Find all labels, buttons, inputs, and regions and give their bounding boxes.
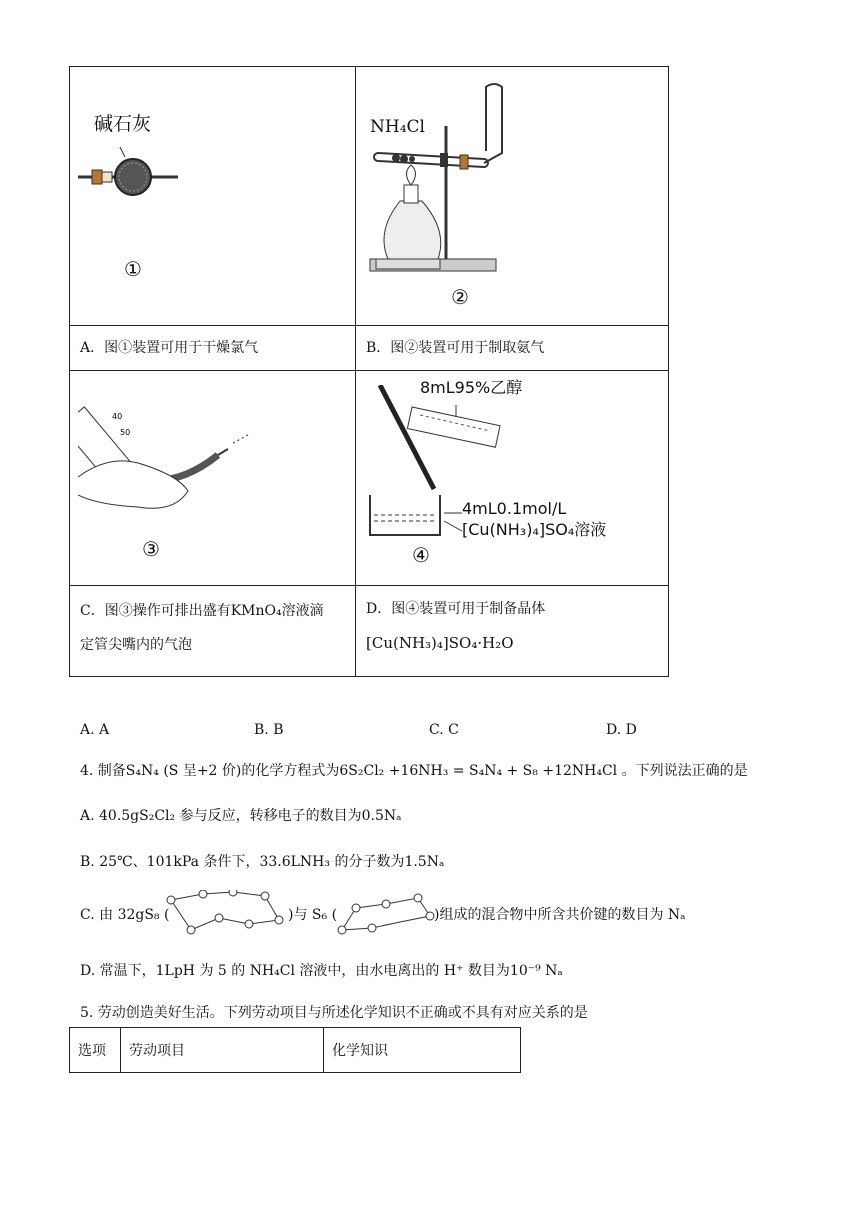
option-d[interactable]: D. D	[606, 722, 637, 738]
caption-d-line1: D．图④装置可用于制备晶体	[366, 601, 546, 617]
q4-option-c-post: )组成的混合物中所含共价键的数目为 Nₐ	[434, 907, 686, 923]
caption-d-line2: [Cu(NH₃)₄]SO₄·H₂O	[366, 634, 514, 652]
fig2-number: ②	[451, 285, 469, 309]
caption-a: A．图①装置可用于干燥氯气	[80, 340, 259, 356]
cell-fig4	[356, 371, 669, 586]
fig1-number: ①	[124, 257, 142, 281]
beaker-crystal-figure	[360, 385, 520, 545]
q4-option-c-pre[interactable]: C. 由 32gS₈ (	[80, 907, 170, 923]
q5-stem: 5. 劳动创造美好生活。下列劳动项目与所述化学知识不正确或不具有对应关系的是	[80, 1005, 588, 1021]
cell-fig3	[70, 371, 356, 586]
fig4-label-top: 8mL95%乙醇	[420, 378, 523, 397]
cell-fig1	[70, 67, 356, 326]
caption-b-cell	[356, 326, 669, 371]
fig2-label: NH₄Cl	[370, 117, 425, 137]
option-b[interactable]: B. B	[254, 722, 284, 738]
option-a[interactable]: A. A	[80, 722, 110, 738]
q4-option-b[interactable]: B. 25℃、101kPa 条件下，33.6LNH₃ 的分子数为1.5Nₐ	[80, 854, 445, 870]
caption-b: B．图②装置可用于制取氨气	[366, 340, 545, 356]
svg-text:50: 50	[120, 428, 131, 437]
q4-option-c-mid: )与 S₆ (	[288, 907, 338, 923]
caption-c-cell	[70, 586, 356, 677]
burette-hand-figure	[78, 395, 258, 515]
q3-options	[80, 722, 780, 742]
caption-c-line2: 定管尖嘴内的气泡	[80, 637, 192, 653]
fig4-number: ④	[412, 543, 430, 567]
q5-table	[69, 1027, 521, 1073]
caption-c-line1: C．图③操作可排出盛有KMnO₄溶液滴	[80, 603, 324, 619]
q4-option-d[interactable]: D. 常温下，1LpH 为 5 的 NH₄Cl 溶液中，由水电离出的 H⁺ 数目为10⁻⁹ Nₐ	[80, 963, 563, 979]
q5-header-option: 选项	[70, 1028, 121, 1073]
q4-option-a[interactable]: A. 40.5gS₂Cl₂ 参与反应，转移电子的数目为0.5Nₐ	[80, 808, 402, 824]
cell-fig2	[356, 67, 669, 326]
fig1-label: 碱石灰	[94, 113, 152, 135]
fig4-label-bottom: [Cu(NH₃)₄]SO₄溶液	[462, 520, 607, 539]
option-c[interactable]: C. C	[429, 722, 459, 738]
q5-header-task: 劳动项目	[121, 1028, 324, 1073]
q3-table	[69, 66, 669, 677]
fig4-label-mid: 4mL0.1mol/L	[462, 499, 567, 518]
svg-text:40: 40	[112, 412, 123, 421]
fig3-number: ③	[142, 537, 160, 561]
q5-header-knowledge: 化学知识	[324, 1028, 521, 1073]
s6-ring-icon	[336, 892, 436, 938]
q4-stem: 4. 制备S₄N₄ (S 呈+2 价)的化学方程式为6S₂Cl₂ +16NH₃ = S₄N₄ + S₈ +12NH₄Cl 。下列说法正确的是	[80, 763, 748, 779]
caption-d-cell	[356, 586, 669, 677]
caption-a-cell	[70, 326, 356, 371]
ammonia-apparatus-figure	[366, 81, 526, 281]
drying-tube-figure	[78, 147, 188, 207]
s8-ring-icon	[165, 890, 285, 936]
